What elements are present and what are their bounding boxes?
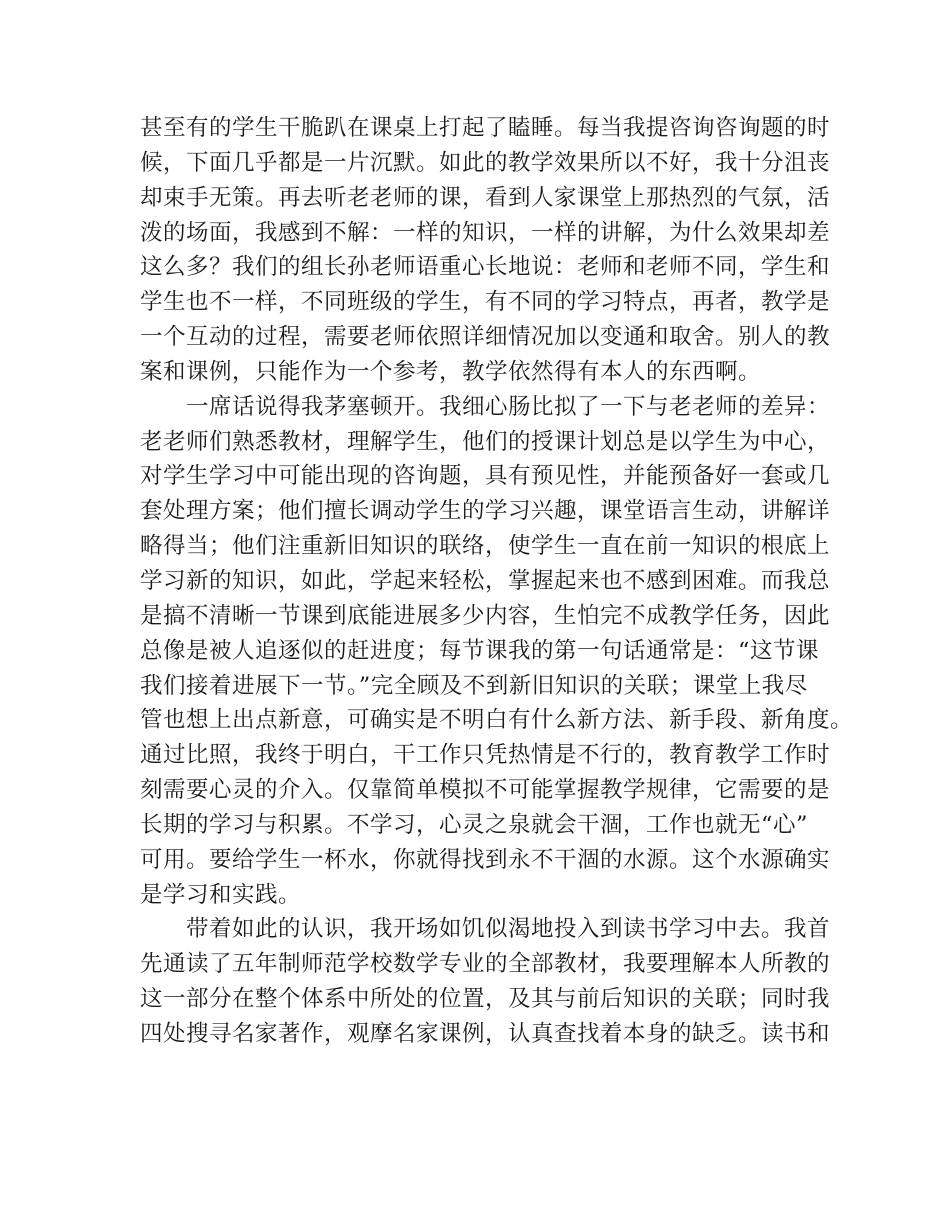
text-line: 套处理方案；他们擅长调动学生的学习兴趣，课堂语言生动，讲解详 — [140, 498, 831, 525]
text-line: 我们接着进展下一节。”完全顾及不到新旧知识的关联；课堂上我尽 — [140, 672, 808, 699]
text-line: 总像是被人追逐似的赶进度；每节课我的第一句话通常是：“这节课 — [140, 637, 820, 664]
text-line: 泼的场面，我感到不解：一样的知识，一样的讲解，为什么效果却差 — [140, 219, 831, 246]
text-line: 管也想上出点新意，可确实是不明白有什么新方法、新手段、新角度。 — [140, 707, 854, 734]
text-line: 可用。要给学生一杯水，你就得找到永不干涸的水源。这个水源确实 — [140, 846, 831, 873]
text-line: 候，下面几乎都是一片沉默。如此的教学效果所以不好，我十分沮丧 — [140, 149, 831, 176]
text-line: 带着如此的认识，我开场如饥似渴地投入到读书学习中去。我首 — [140, 916, 831, 943]
text-line: 四处搜寻名家著作，观摩名家课例，认真查找着本身的缺乏。读书和 — [140, 1020, 831, 1047]
text-line: 却束手无策。再去听老老师的课，看到人家课堂上那热烈的气氛，活 — [140, 184, 831, 211]
text-line: 一席话说得我茅塞顿开。我细心肠比拟了一下与老老师的差异： — [140, 393, 831, 420]
text-line: 这一部分在整个体系中所处的位置，及其与前后知识的关联；同时我 — [140, 986, 831, 1013]
text-line: 刻需要心灵的介入。仅靠简单模拟不可能掌握教学规律，它需要的是 — [140, 777, 831, 804]
text-line: 甚至有的学生干脆趴在课桌上打起了瞌睡。每当我提咨询咨询题的时 — [140, 115, 831, 141]
text-line: 先通读了五年制师范学校数学专业的全部教材，我要理解本人所教的 — [140, 951, 831, 978]
text-line: 这么多？我们的组长孙老师语重心长地说：老师和老师不同，学生和 — [140, 254, 831, 281]
text-line: 一个互动的过程，需要老师依照详细情况加以变通和取舍。别人的教 — [140, 324, 831, 351]
text-line: 通过比照，我终于明白，干工作只凭热情是不行的，教育教学工作时 — [140, 742, 831, 769]
text-line: 对学生学习中可能出现的咨询题，具有预见性，并能预备好一套或几 — [140, 463, 831, 490]
text-line: 学习新的知识，如此，学起来轻松，掌握起来也不感到困难。而我总 — [140, 567, 831, 594]
text-line: 长期的学习与积累。不学习，心灵之泉就会干涸，工作也就无“心” — [140, 811, 809, 838]
text-line: 略得当；他们注重新旧知识的联络，使学生一直在前一知识的根底上 — [140, 533, 831, 560]
text-line: 是学习和实践。 — [140, 881, 302, 908]
text-line: 学生也不一样，不同班级的学生，有不同的学习特点，再者，教学是 — [140, 289, 831, 316]
text-line: 是搞不清晰一节课到底能进展多少内容，生怕完不成教学任务，因此 — [140, 602, 831, 629]
body-text — [140, 111, 854, 1052]
text-line: 案和课例，只能作为一个参考，教学依然得有本人的东西啊。 — [140, 358, 762, 385]
text-line: 老老师们熟悉教材，理解学生，他们的授课计划总是以学生为中心， — [140, 428, 831, 455]
